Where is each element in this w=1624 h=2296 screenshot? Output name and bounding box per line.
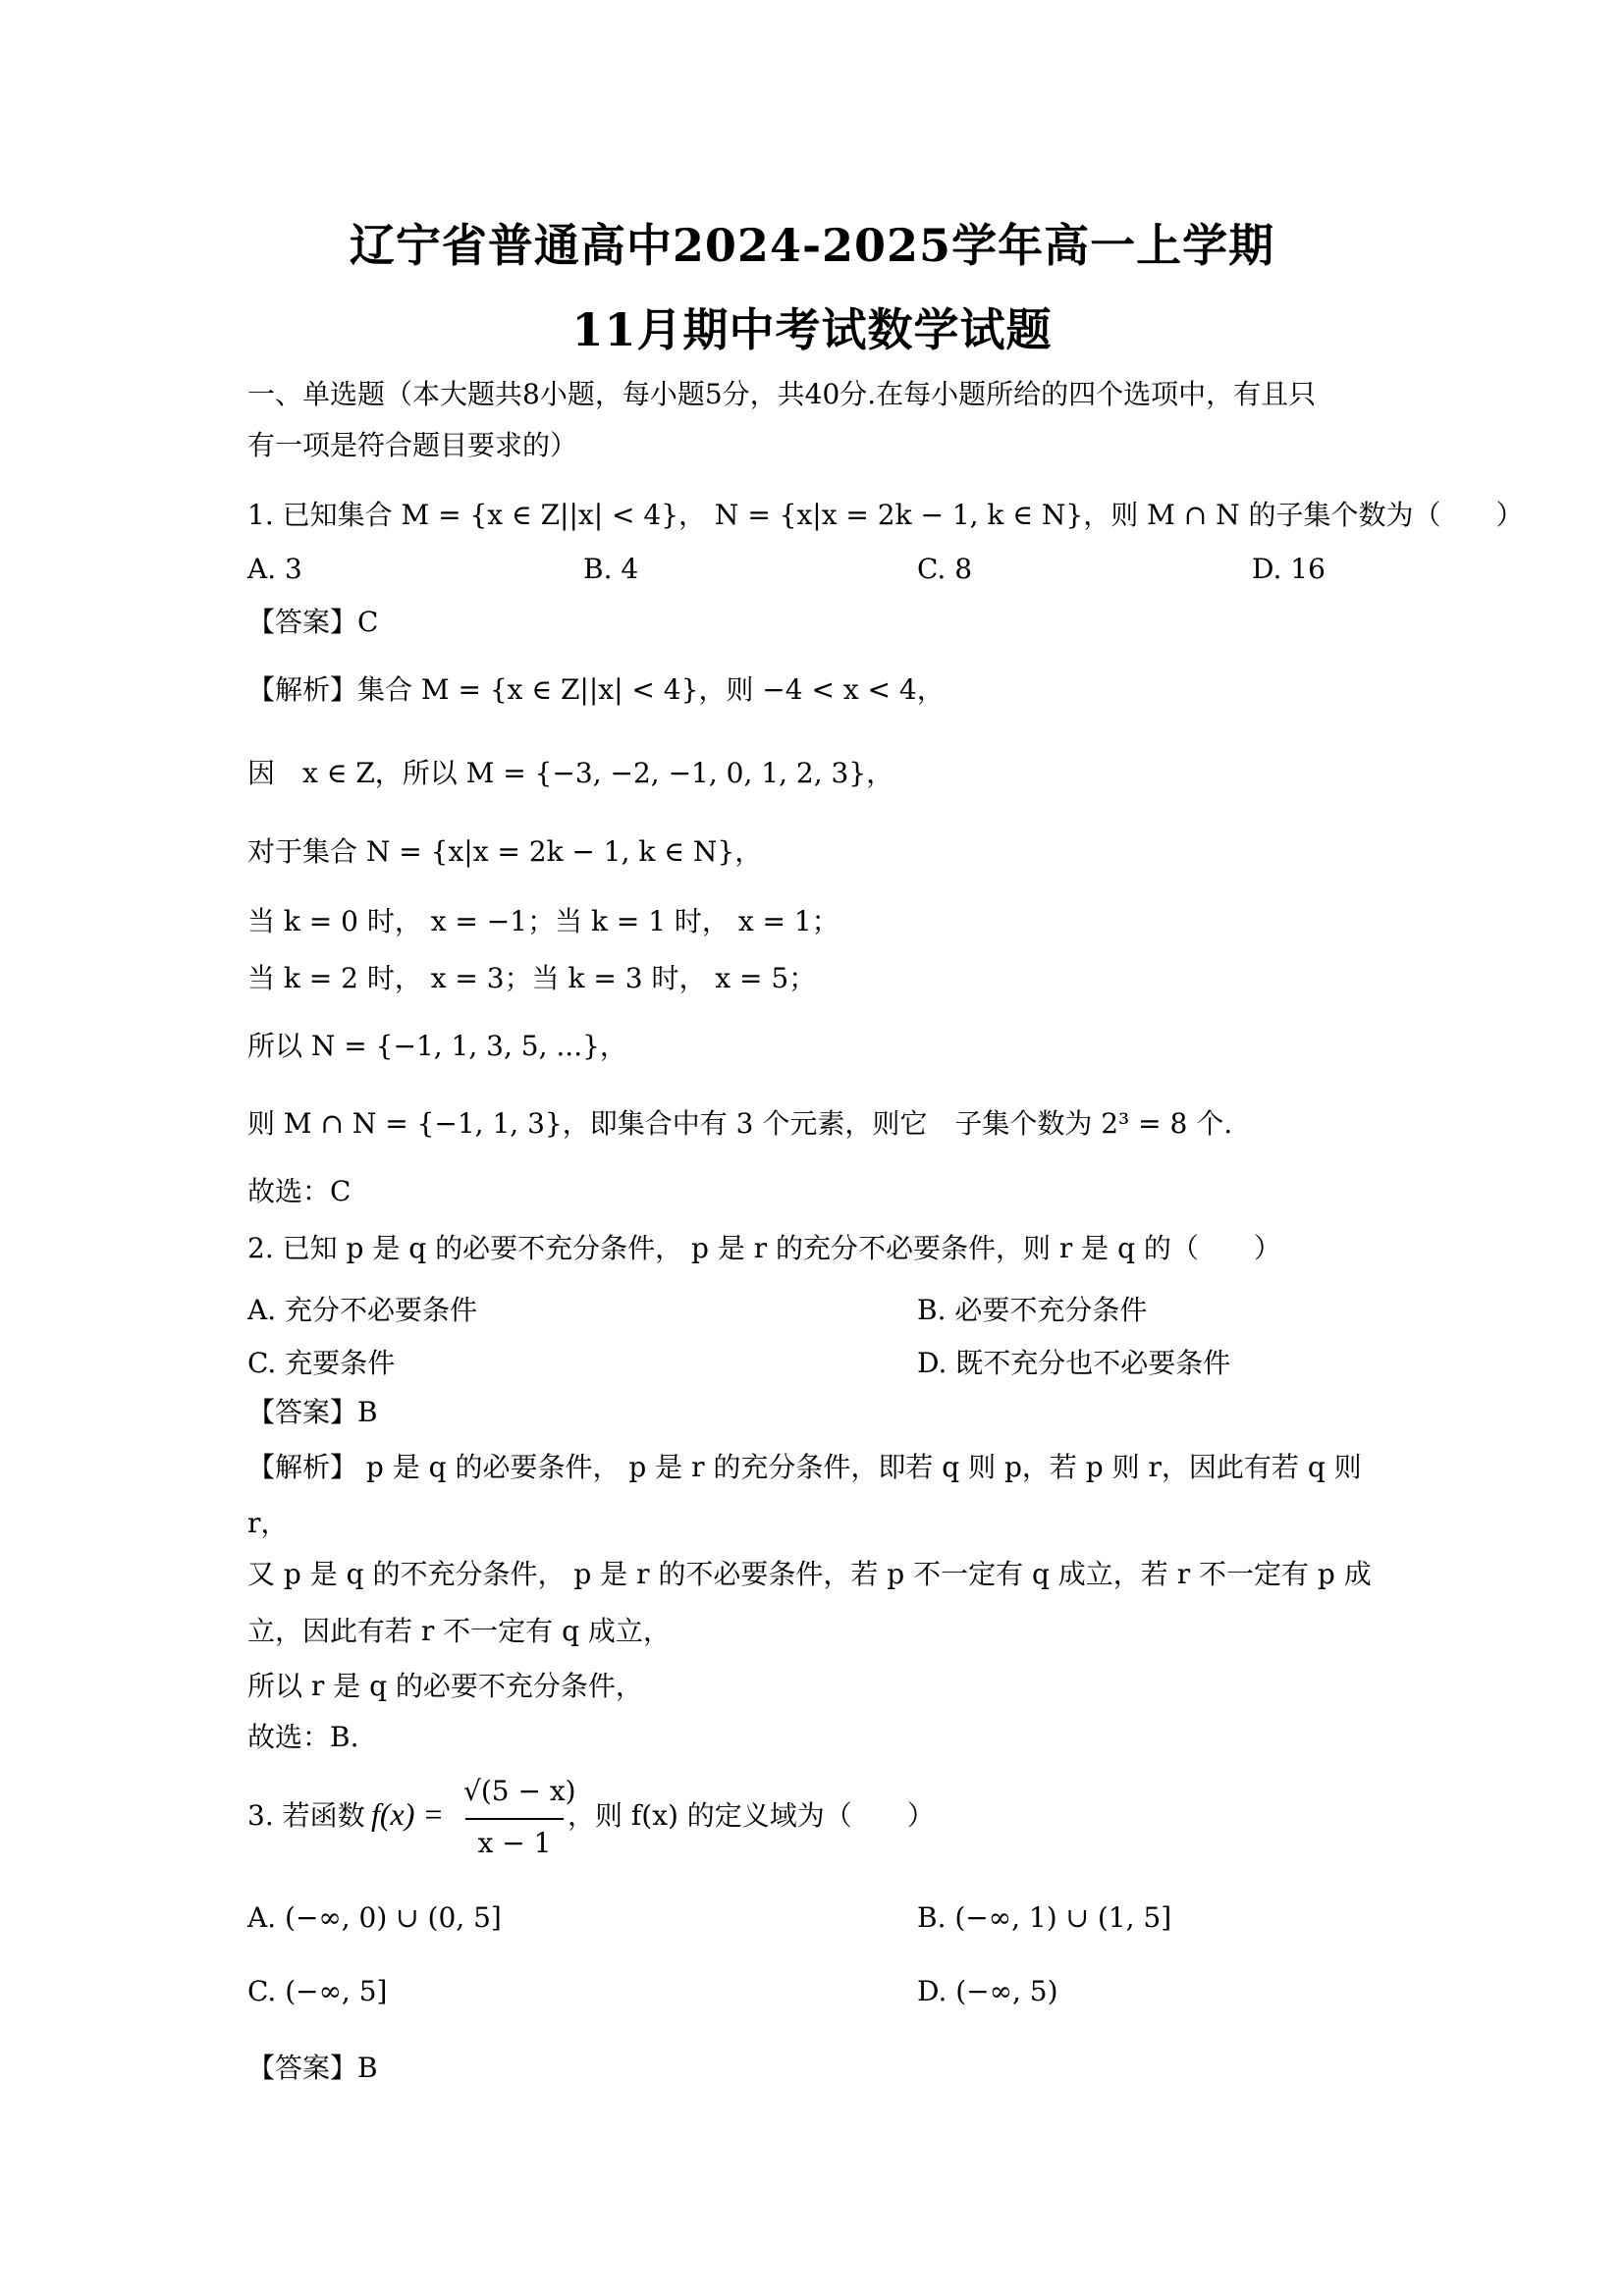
q1-stem: 1. 已知集合 M = {x ∈ Z||x| < 4}， N = {x|x = 2k − 1, k ∈ N}，则 M ∩ N 的子集个数为（ ） — [247, 499, 1524, 531]
q1-analysis-line: 因 x ∈ Z，所以 M = {−3, −2, −1, 0, 1, 2, 3}， — [247, 757, 894, 789]
q2-analysis-line: 【解析】 p 是 q 的必要条件， p 是 r 的充分条件，即若 q 则 p，若 p 则 r，因此有若 q 则 — [247, 1451, 1362, 1483]
q3-numerator: √(5 − x) — [463, 1775, 576, 1807]
q2-stem: 2. 已知 p 是 q 的必要不充分条件， p 是 r 的充分不必要条件，则 r 是 q 的（ ） — [247, 1232, 1281, 1264]
q2-option-b: B. 必要不充分条件 — [917, 1294, 1148, 1326]
q1-analysis-line: 对于集合 N = {x|x = 2k − 1, k ∈ N}， — [247, 835, 763, 868]
q1-option-b: B. 4 — [583, 553, 639, 585]
q3-stem-suffix: ，则 f(x) 的定义域为（ ） — [568, 1799, 935, 1832]
q2-answer: 【答案】B — [247, 1396, 378, 1428]
document-title-line2: 11月期中考试数学试题 — [571, 303, 1053, 356]
q3-answer: 【答案】B — [247, 2052, 378, 2084]
q2-option-c: C. 充要条件 — [247, 1347, 396, 1379]
q2-analysis-line: 立，因此有若 r 不一定有 q 成立， — [247, 1615, 671, 1647]
q1-analysis-line: 所以 N = {−1, 1, 3, 5, ...}， — [247, 1030, 627, 1062]
q2-analysis-line: 所以 r 是 q 的必要不充分条件， — [247, 1670, 643, 1702]
q3-option-b: B. (−∞, 1) ∪ (1, 5] — [917, 1901, 1172, 1934]
q1-answer: 【答案】C — [247, 606, 379, 638]
q1-analysis-line: 当 k = 0 时， x = −1；当 k = 1 时， x = 1； — [247, 905, 839, 937]
q1-option-a: A. 3 — [247, 553, 302, 585]
q2-conclusion: 故选：B. — [247, 1721, 359, 1753]
q2-analysis-line: r， — [247, 1507, 289, 1539]
q3-stem-prefix: 3. 若函数 — [247, 1799, 365, 1832]
q3-option-d: D. (−∞, 5) — [917, 1975, 1058, 2007]
q3-option-a: A. (−∞, 0) ∪ (0, 5] — [247, 1901, 502, 1934]
q3-denominator: x − 1 — [477, 1827, 552, 1859]
q1-analysis-line: 【解析】集合 M = {x ∈ Z||x| < 4}，则 −4 < x < 4， — [247, 673, 945, 706]
q1-analysis-line: 当 k = 2 时， x = 3；当 k = 3 时， x = 5； — [247, 962, 817, 994]
q1-analysis-line: 则 M ∩ N = {−1, 1, 3}，即集合中有 3 个元素，则它 子集个数为 2³ = 8 个. — [247, 1107, 1233, 1140]
q3-function-lhs: f(x) = — [371, 1796, 444, 1832]
q1-conclusion: 故选：C — [247, 1175, 352, 1207]
q2-option-a: A. 充分不必要条件 — [247, 1294, 478, 1326]
q1-option-d: D. 16 — [1252, 553, 1326, 585]
q2-analysis-line: 又 p 是 q 的不充分条件， p 是 r 的不必要条件，若 p 不一定有 q 成立，若 r 不一定有 p 成 — [247, 1558, 1372, 1590]
q2-option-d: D. 既不充分也不必要条件 — [917, 1347, 1231, 1379]
document-title-line1: 辽宁省普通高中2024-2025学年高一上学期 — [349, 219, 1275, 272]
q3-fraction-bar — [465, 1818, 564, 1820]
q1-option-c: C. 8 — [917, 553, 973, 585]
section-heading-cont: 有一项是符合题目要求的） — [247, 429, 578, 461]
section-heading: 一、单选题（本大题共8小题，每小题5分，共40分.在每小题所给的四个选项中，有且只 — [247, 378, 1317, 410]
q3-option-c: C. (−∞, 5] — [247, 1975, 388, 2007]
